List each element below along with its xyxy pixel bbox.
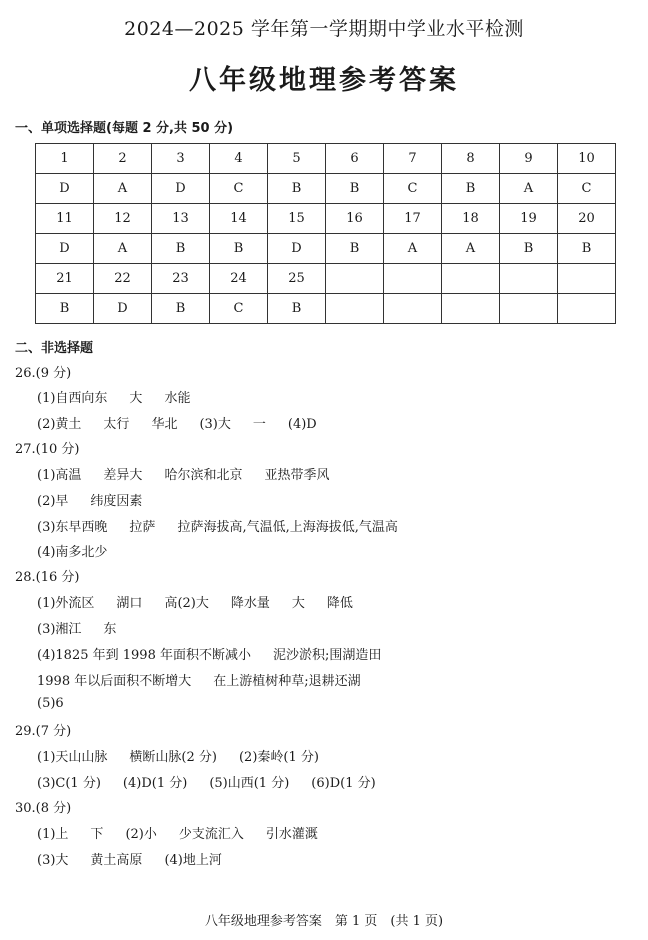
answer-item: (4)1825 年到 1998 年面积不断减小 bbox=[37, 648, 251, 663]
answer-line bbox=[37, 464, 351, 483]
question-number-cell: 4 bbox=[210, 144, 268, 174]
answer-cell: B bbox=[152, 234, 210, 264]
answer-line bbox=[37, 413, 339, 432]
answer-cell: D bbox=[268, 234, 326, 264]
question-label: 28.(16 分) bbox=[15, 570, 80, 585]
question-label: 29.(7 分) bbox=[15, 724, 72, 739]
answer-line bbox=[37, 670, 383, 689]
answer-line bbox=[37, 516, 420, 535]
answer-item: 下 bbox=[90, 827, 104, 842]
answer-cell: D bbox=[94, 294, 152, 324]
question-number-cell: 5 bbox=[268, 144, 326, 174]
question-number-cell: 20 bbox=[558, 204, 616, 234]
table-row bbox=[36, 204, 616, 234]
answer-cell bbox=[384, 294, 442, 324]
answer-cell: B bbox=[36, 294, 94, 324]
question-number-cell: 7 bbox=[384, 144, 442, 174]
answer-line bbox=[37, 849, 244, 868]
question-label: 30.(8 分) bbox=[15, 801, 72, 816]
question-number-cell: 25 bbox=[268, 264, 326, 294]
answer-line bbox=[37, 772, 398, 791]
question-number-cell bbox=[384, 264, 442, 294]
answer-item: 大 bbox=[129, 391, 143, 406]
answer-item: 水能 bbox=[164, 391, 191, 406]
question-number-cell: 9 bbox=[500, 144, 558, 174]
answer-cell: B bbox=[326, 234, 384, 264]
answer-cell: B bbox=[210, 234, 268, 264]
table-row bbox=[36, 294, 616, 324]
answer-item: 大 bbox=[291, 596, 305, 611]
answer-item: 亚热带季风 bbox=[264, 468, 330, 483]
answer-item: 哈尔滨和北京 bbox=[164, 468, 243, 483]
answer-item: (4)地上河 bbox=[164, 853, 222, 868]
answer-line bbox=[37, 746, 341, 765]
question-number-cell: 23 bbox=[152, 264, 210, 294]
question-number-cell: 17 bbox=[384, 204, 442, 234]
answer-cell bbox=[558, 294, 616, 324]
answer-item: 1998 年以后面积不断增大 bbox=[37, 674, 192, 689]
table-row bbox=[36, 234, 616, 264]
answer-line bbox=[37, 387, 212, 406]
question-number-cell bbox=[326, 264, 384, 294]
answer-item: 差异大 bbox=[103, 468, 143, 483]
answer-item: (1)高温 bbox=[37, 468, 82, 483]
question-number-cell: 24 bbox=[210, 264, 268, 294]
answer-item: 太行 bbox=[103, 417, 130, 432]
answer-item: 高(2)大 bbox=[164, 596, 209, 611]
answer-item: 一 bbox=[252, 417, 266, 432]
answer-cell: B bbox=[268, 174, 326, 204]
answer-item: (3)湘江 bbox=[37, 622, 82, 637]
question-number-cell bbox=[500, 264, 558, 294]
answer-item: (2)小 bbox=[125, 827, 157, 842]
answer-item: 在上游植树种草;退耕还湖 bbox=[213, 674, 361, 689]
answer-cell: B bbox=[558, 234, 616, 264]
question-number-cell bbox=[558, 264, 616, 294]
answer-cell: A bbox=[384, 234, 442, 264]
question-number-cell bbox=[442, 264, 500, 294]
answer-cell: A bbox=[442, 234, 500, 264]
answer-item: 降水量 bbox=[230, 596, 270, 611]
answer-item: 东 bbox=[103, 622, 117, 637]
answer-cell bbox=[500, 294, 558, 324]
answer-item: (3)东早西晚 bbox=[37, 520, 108, 535]
answer-item: 拉萨海拔高,气温低,上海海拔低,气温高 bbox=[177, 520, 398, 535]
answer-item: 少支流汇入 bbox=[178, 827, 244, 842]
answer-cell bbox=[442, 294, 500, 324]
answer-item: (4)D bbox=[287, 417, 317, 432]
answer-cell: C bbox=[210, 174, 268, 204]
answer-line bbox=[37, 541, 129, 560]
question-label: 26.(9 分) bbox=[15, 366, 72, 381]
answer-cell: A bbox=[94, 174, 152, 204]
answer-item: 泥沙淤积;围湖造田 bbox=[272, 648, 382, 663]
answer-cell bbox=[326, 294, 384, 324]
section1-title: 一、单项选择题(每题 2 分,共 50 分) bbox=[15, 121, 234, 136]
answer-line bbox=[37, 592, 375, 611]
question-number-cell: 14 bbox=[210, 204, 268, 234]
answer-line bbox=[37, 618, 138, 637]
question-number-cell: 11 bbox=[36, 204, 94, 234]
question-number-cell: 1 bbox=[36, 144, 94, 174]
answer-item: (5)山西(1 分) bbox=[209, 776, 290, 791]
answer-line bbox=[37, 490, 164, 509]
question-number-cell: 15 bbox=[268, 204, 326, 234]
question-number-cell: 6 bbox=[326, 144, 384, 174]
document-title: 八年级地理参考答案 bbox=[189, 65, 459, 96]
answer-item: (3)C(1 分) bbox=[37, 776, 101, 791]
answer-item: 拉萨 bbox=[129, 520, 156, 535]
answer-item: (1)上 bbox=[37, 827, 69, 842]
answer-cell: B bbox=[500, 234, 558, 264]
answer-cell: D bbox=[36, 174, 94, 204]
answer-cell: B bbox=[152, 294, 210, 324]
answer-item: (3)大 bbox=[199, 417, 231, 432]
question-number-cell: 13 bbox=[152, 204, 210, 234]
answer-cell: B bbox=[326, 174, 384, 204]
page-footer: 八年级地理参考答案 第 1 页 (共 1 页) bbox=[204, 914, 444, 929]
answer-item: 纬度因素 bbox=[90, 494, 143, 509]
answer-line bbox=[37, 823, 340, 842]
table-row bbox=[36, 144, 616, 174]
question-number-cell: 8 bbox=[442, 144, 500, 174]
exam-title: 2024—2025 学年第一学期期中学业水平检测 bbox=[124, 18, 524, 40]
answer-item: (2)黄土 bbox=[37, 417, 82, 432]
answer-cell: A bbox=[94, 234, 152, 264]
answer-item: 华北 bbox=[151, 417, 178, 432]
question-number-cell: 10 bbox=[558, 144, 616, 174]
answer-item: (5)6 bbox=[37, 696, 64, 711]
answer-item: 横断山脉(2 分) bbox=[129, 750, 217, 765]
answer-item: (1)天山山脉 bbox=[37, 750, 108, 765]
answer-item: 引水灌溉 bbox=[265, 827, 318, 842]
table-row bbox=[36, 264, 616, 294]
question-number-cell: 19 bbox=[500, 204, 558, 234]
answer-item: (1)自西向东 bbox=[37, 391, 108, 406]
answer-cell: D bbox=[152, 174, 210, 204]
question-number-cell: 3 bbox=[152, 144, 210, 174]
answer-cell: B bbox=[268, 294, 326, 324]
answer-line bbox=[37, 696, 86, 711]
answer-item: (2)早 bbox=[37, 494, 69, 509]
question-number-cell: 21 bbox=[36, 264, 94, 294]
answer-item: (6)D(1 分) bbox=[311, 776, 376, 791]
answer-item: (2)秦岭(1 分) bbox=[238, 750, 319, 765]
answer-cell: C bbox=[384, 174, 442, 204]
section2-title: 二、非选择题 bbox=[15, 341, 94, 356]
question-number-cell: 22 bbox=[94, 264, 152, 294]
answer-cell: D bbox=[36, 234, 94, 264]
answer-item: (4)D(1 分) bbox=[122, 776, 188, 791]
answer-cell: C bbox=[558, 174, 616, 204]
answer-item: 湖口 bbox=[116, 596, 143, 611]
answer-item: (3)大 bbox=[37, 853, 69, 868]
question-number-cell: 16 bbox=[326, 204, 384, 234]
table-row bbox=[36, 174, 616, 204]
question-number-cell: 18 bbox=[442, 204, 500, 234]
answer-cell: C bbox=[210, 294, 268, 324]
question-number-cell: 12 bbox=[94, 204, 152, 234]
answer-line bbox=[37, 644, 403, 663]
answer-item: (4)南多北少 bbox=[37, 545, 108, 560]
answer-cell: B bbox=[442, 174, 500, 204]
answer-table bbox=[35, 143, 616, 324]
answer-cell: A bbox=[500, 174, 558, 204]
answer-item: 降低 bbox=[326, 596, 353, 611]
question-label: 27.(10 分) bbox=[15, 442, 80, 457]
answer-item: (1)外流区 bbox=[37, 596, 95, 611]
answer-item: 黄土高原 bbox=[90, 853, 143, 868]
question-number-cell: 2 bbox=[94, 144, 152, 174]
